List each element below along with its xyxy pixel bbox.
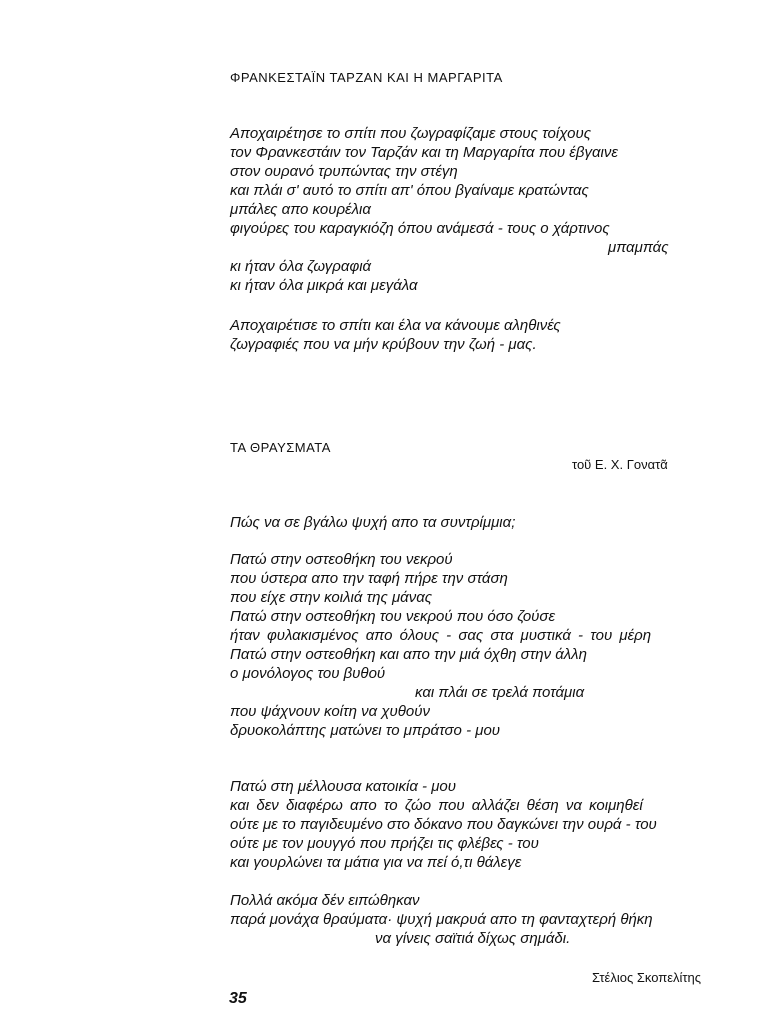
poem-line: και πλάι σε τρελά ποτάμια (415, 684, 585, 701)
poem-author: τοῦ Ε. Χ. Γονατᾶ (572, 457, 668, 472)
poem-line: Πατώ στην οστεοθήκη και απο την μιά όχθη στην άλλη (230, 646, 587, 663)
poem-stanza (230, 891, 653, 948)
poem-line: δρυοκολάπτης ματώνει το μπράτσο - μου (230, 722, 501, 739)
poem-stanza (230, 550, 651, 740)
poem-line: Πατώ στην οστεοθήκη του νεκρού που όσο ζούσε (230, 608, 556, 625)
poem-line: ούτε με το παγιδευμένο στο δόκανο που δαγκώνει την ουρά - του (230, 816, 657, 833)
poem-line: τον Φρανκεστάιν τον Ταρζάν και τη Μαργαρίτα που έβγαινε (230, 144, 618, 161)
poem-line: κι ήταν όλα μικρά και μεγάλα (230, 277, 418, 294)
poem-line: Πατώ στην οστεοθήκη του νεκρού (230, 551, 453, 568)
poem-stanza (230, 777, 657, 872)
poem-line: στον ουρανό τρυπώντας την στέγη (230, 163, 458, 180)
poem-title-frankenstein: ΦΡΑΝΚΕΣΤΑΪΝ ΤΑΡΖΑΝ ΚΑΙ Η ΜΑΡΓΑΡΙΤΑ (230, 70, 503, 85)
poem-line: παρά μονάχα θραύματα· ψυχή μακρυά απο τη φανταχτερή θήκη (230, 911, 653, 928)
poem-line: μπάλες απο κουρέλια (230, 201, 371, 218)
poem-line: φιγούρες του καραγκιόζη όπου ανάμεσά - τους ο χάρτινος (230, 220, 610, 237)
poem-line: ο μονόλογος του βυθού (230, 665, 386, 682)
poem-signature: Στέλιος Σκοπελίτης (592, 970, 702, 985)
poem-line: Αποχαιρέτισε το σπίτι και έλα να κάνουμε αληθινές (230, 317, 561, 334)
poem-line: ζωγραφιές που να μήν κρύβουν την ζωή - μας. (230, 336, 537, 353)
poem-line: ούτε με τον μουγγό που πρήζει τις φλέβες - του (230, 835, 539, 852)
poem-line: και γουρλώνει τα μάτια για να πεί ό,τι θάλεγε (230, 854, 522, 871)
poem-line: κι ήταν όλα ζωγραφιά (230, 258, 372, 275)
page-number: 35 (229, 990, 247, 1007)
poem-stanza (230, 316, 561, 354)
poem-line: και δεν διαφέρω απο το ζώο που αλλάζει θέση να κοιμηθεί (230, 797, 643, 814)
poem-line: Αποχαιρέτησε το σπίτι που ζωγραφίζαμε στους τοίχους (230, 125, 592, 142)
poem-line: και πλάι σ' αυτό το σπίτι απ' όπου βγαίναμε κρατώντας (230, 182, 589, 199)
poem-title-fragments: ΤΑ ΘΡΑΥΣΜΑΤΑ (230, 440, 331, 455)
poem-stanza (230, 124, 669, 295)
poem-line: που είχε στην κοιλιά της μάνας (230, 589, 433, 606)
poem-line: που ψάχνουν κοίτη να χυθούν (230, 703, 430, 720)
poem-line: ήταν φυλακισμένος απο όλους - σας στα μυστικά - του μέρη (230, 627, 652, 644)
poem-line: μπαμπάς (608, 239, 669, 256)
poem-line: Πώς να σε βγάλω ψυχή απο τα συντρίμμια; (230, 514, 516, 531)
poem-line: Πολλά ακόμα δέν ειπώθηκαν (230, 892, 420, 909)
poem-line: που ύστερα απο την ταφή πήρε την στάση (230, 570, 508, 587)
poem-stanza (230, 513, 515, 532)
poem-line: Πατώ στη μέλλουσα κατοικία - μου (230, 778, 457, 795)
poem-line: να γίνεις σαϊτιά δίχως σημάδι. (375, 930, 571, 947)
